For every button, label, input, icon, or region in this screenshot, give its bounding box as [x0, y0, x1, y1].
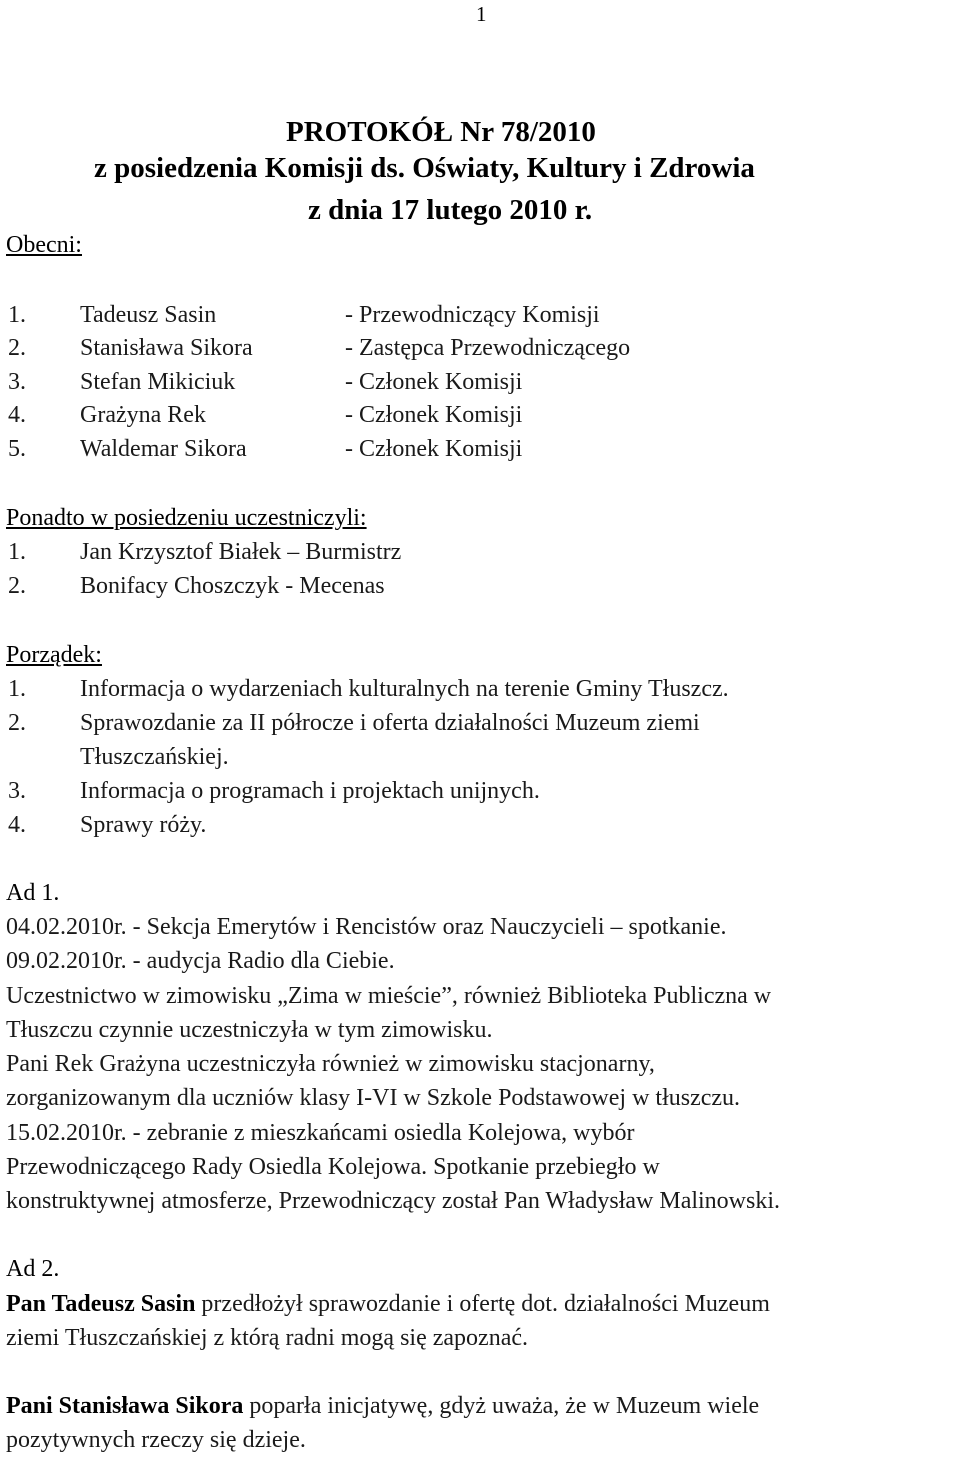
member-role: - Członek Komisji	[345, 369, 523, 395]
document-subtitle: z posiedzenia Komisji ds. Oświaty, Kultury i Zdrowia	[94, 152, 755, 184]
ad1-line: konstruktywnej atmosferze, Przewodniczący został Pan Władysław Malinowski.	[6, 1188, 781, 1214]
participant-text: Jan Krzysztof Białek – Burmistrz	[80, 539, 402, 565]
ad2-paragraph-2-cont: pozytywnych rzeczy się dzieje.	[6, 1427, 306, 1453]
ad1-line: 09.02.2010r. - audycja Radio dla Ciebie.	[6, 948, 395, 974]
page-number: 1	[476, 2, 487, 26]
member-role: - Członek Komisji	[345, 402, 523, 428]
participant-text: Bonifacy Choszczyk - Mecenas	[80, 573, 385, 599]
agenda-text: Informacja o wydarzeniach kulturalnych na terenie Gminy Tłuszcz.	[80, 676, 729, 702]
present-heading: Obecni:	[6, 232, 82, 258]
agenda-text: Informacja o programach i projektach unijnych.	[80, 778, 540, 804]
agenda-text: Sprawozdanie za II półrocze i oferta działalności Muzeum ziemi	[80, 710, 700, 736]
document-title: PROTOKÓŁ Nr 78/2010	[286, 116, 596, 148]
member-number: 1.	[8, 302, 26, 328]
ad2-text-2: poparła inicjatywę, gdyż uważa, że w Muzeum wiele	[243, 1393, 760, 1419]
member-role: - Zastępca Przewodniczącego	[345, 335, 631, 361]
ad1-line: Przewodniczącego Rady Osiedla Kolejowa. Spotkanie przebiegło w	[6, 1154, 660, 1180]
ad2-paragraph-2	[6, 1389, 956, 1423]
document-date: z dnia 17 lutego 2010 r.	[308, 194, 593, 226]
ad2-speaker-1: Pan Tadeusz Sasin	[6, 1291, 196, 1317]
agenda-number: 2.	[8, 710, 26, 736]
ad1-line: Uczestnictwo w zimowisku „Zima w mieście”, również Biblioteka Publiczna w	[6, 983, 772, 1009]
ad1-line: Pani Rek Grażyna uczestniczyła również w zimowisku stacjonarny,	[6, 1051, 655, 1077]
ad1-line: 15.02.2010r. - zebranie z mieszkańcami osiedla Kolejowa, wybór	[6, 1120, 635, 1146]
agenda-number: 3.	[8, 778, 26, 804]
member-name: Grażyna Rek	[80, 402, 206, 428]
ad2-speaker-2: Pani Stanisława Sikora	[6, 1393, 244, 1419]
member-number: 2.	[8, 335, 26, 361]
ad1-line: zorganizowanym dla uczniów klasy I-VI w Szkole Podstawowej w tłuszczu.	[6, 1085, 741, 1111]
member-number: 4.	[8, 402, 26, 428]
member-name: Tadeusz Sasin	[80, 302, 217, 328]
ad1-heading: Ad 1.	[6, 880, 60, 906]
member-name: Stefan Mikiciuk	[80, 369, 236, 395]
participants-heading: Ponadto w posiedzeniu uczestniczyli:	[6, 505, 367, 531]
member-role: - Przewodniczący Komisji	[345, 302, 600, 328]
member-name: Waldemar Sikora	[80, 436, 247, 462]
member-role: - Członek Komisji	[345, 436, 523, 462]
participant-number: 1.	[8, 539, 26, 565]
agenda-text: Tłuszczańskiej.	[80, 744, 229, 770]
participant-number: 2.	[8, 573, 26, 599]
agenda-number: 4.	[8, 812, 26, 838]
agenda-heading: Porządek:	[6, 642, 102, 668]
agenda-text: Sprawy róży.	[80, 812, 207, 838]
agenda-number: 1.	[8, 676, 26, 702]
member-name: Stanisława Sikora	[80, 335, 253, 361]
member-number: 5.	[8, 436, 26, 462]
ad2-paragraph-1	[6, 1287, 956, 1321]
member-number: 3.	[8, 369, 26, 395]
ad2-text-1: przedłożył sprawozdanie i ofertę dot. działalności Muzeum	[195, 1291, 770, 1317]
ad1-line: Tłuszczu czynnie uczestniczyła w tym zimowisku.	[6, 1017, 493, 1043]
ad2-heading: Ad 2.	[6, 1256, 60, 1282]
ad2-paragraph-1-cont: ziemi Tłuszczańskiej z którą radni mogą się zapoznać.	[6, 1325, 528, 1351]
ad1-line: 04.02.2010r. - Sekcja Emerytów i Rencistów oraz Nauczycieli – spotkanie.	[6, 914, 727, 940]
